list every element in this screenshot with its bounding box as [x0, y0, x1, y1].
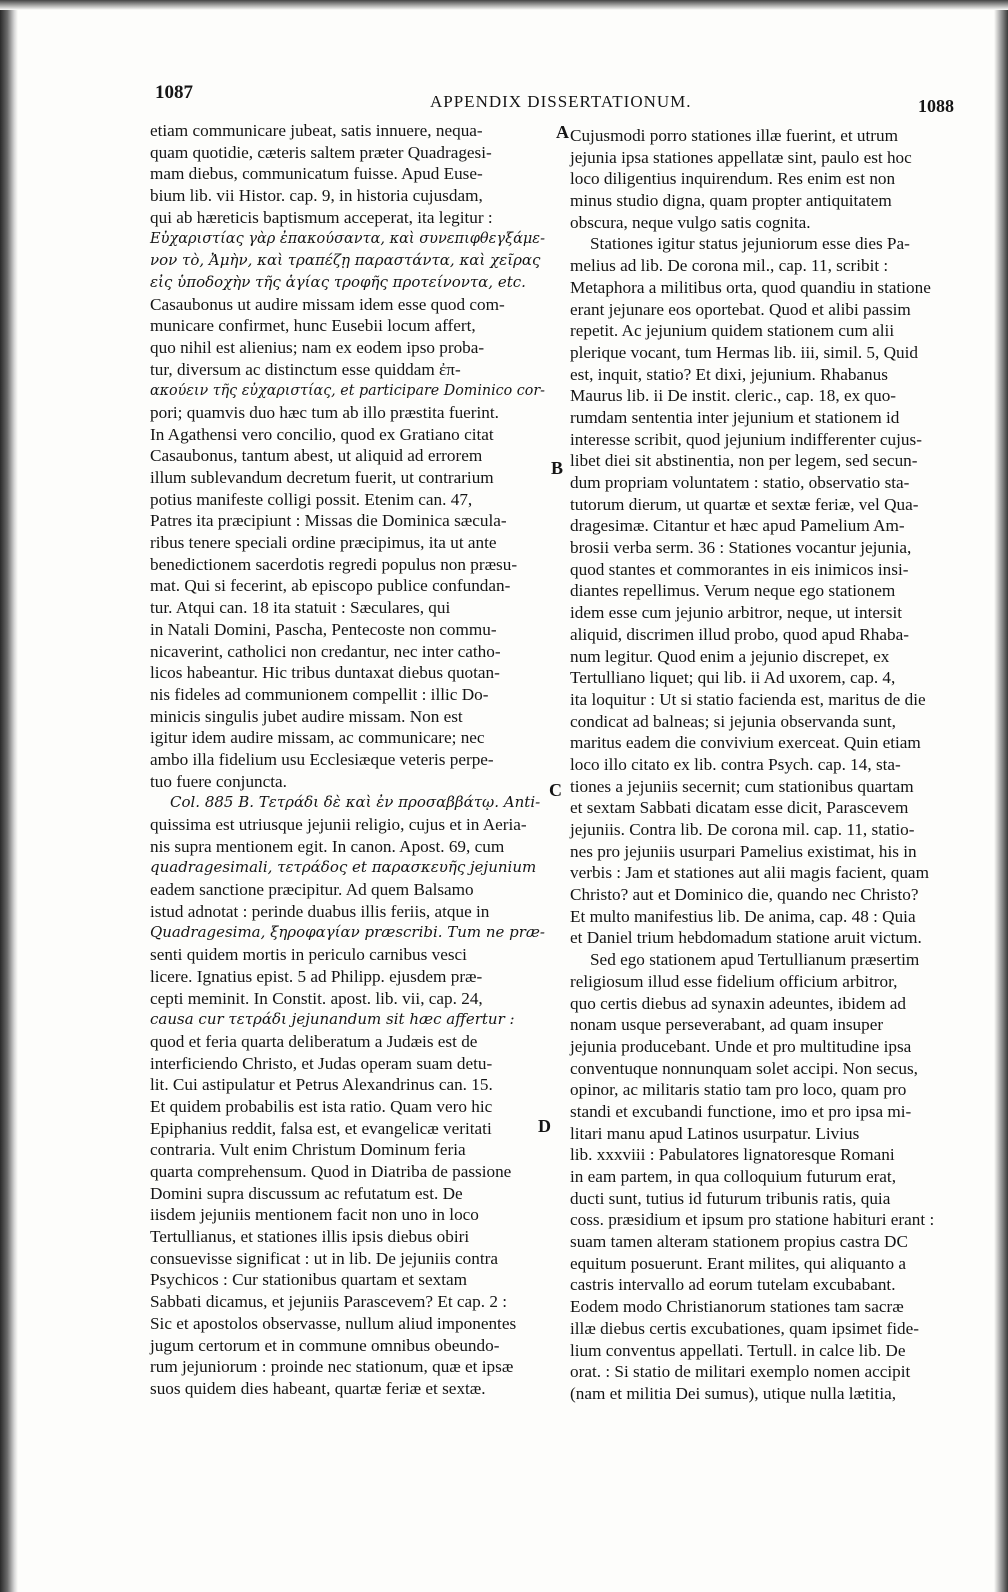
text-line: nicaverint, catholici non credantur, nec inter catho-: [150, 641, 501, 661]
text-line: benedictionem sacerdotis regredi populus non præsu-: [150, 554, 518, 574]
margin-letter-c: C: [549, 780, 562, 800]
text-line: illum sublevandum decretum fuerit, ut contrarium: [150, 468, 494, 487]
text-line: illæ diebus certis excubationes, quam ipsimet fide-: [570, 1318, 919, 1338]
text-line: tiones a jejuniis secernit; cum stationibus quartam: [570, 776, 914, 796]
text-line: interesse scribit, quod jejunium indifferenter cujus-: [570, 429, 922, 449]
text-line: conventuque nonnunquam solet accipi. Non secus,: [570, 1058, 918, 1078]
margin-letter-a: A: [556, 122, 569, 142]
text-line: tur. Atqui can. 18 ita statuit : Sæculares, qui: [150, 598, 451, 618]
text-line: nis supra mentionem egit. In canon. Apost. 69, cum: [150, 836, 505, 856]
margin-letter-b: B: [551, 458, 564, 478]
text-line: licos habeantur. Hic tribus duntaxat diebus quotan-: [150, 663, 500, 683]
text-line: bium lib. vii Histor. cap. 9, in historia cujusdam,: [150, 186, 483, 206]
text-line: plerique vocant, tum Hermas lib. iii, simil. 5, Quid: [570, 342, 918, 362]
text-line: iisdem jejuniis mentionem facit non uno in loco: [150, 1205, 479, 1225]
text-line: In Agathensi vero concilio, quod ex Gratiano citat: [150, 424, 494, 444]
text-line: Epiphanius reddit, falsa est, et evangelicæ veritati: [150, 1118, 492, 1138]
text-line: lit. Cui astipulatur et Petrus Alexandrinus can. 15.: [150, 1075, 493, 1095]
text-line: ακούειν τῆς εὐχαριστίας, et participare Dominico cor-: [150, 381, 546, 400]
text-line: Psychicos : Cur stationibus quartam et sextam: [150, 1270, 467, 1290]
text-line: ribus tenere speciali ordine præcipimus, ita ut ante: [150, 533, 497, 553]
text-line: lib. xxxviii : Pabulatores lignatoresque Romani: [570, 1145, 895, 1165]
text-line: ita loquitur : Ut si statio facienda est, maritus de die: [570, 689, 926, 709]
text-line: suos quidem dies habeant, quartæ feriæ et sextæ.: [150, 1378, 486, 1398]
text-line: verbis : Jam et stationes aut alii magis facient, quam: [570, 863, 929, 883]
text-line: contraria. Vult enim Christum Dominum feria: [150, 1140, 466, 1160]
text-line: Patres ita præcipiunt : Missas die Dominica sæcula-: [150, 511, 507, 531]
text-line: Casaubonus, tantum abest, ut aliquid ad errorem: [150, 446, 483, 466]
text-line: Casaubonus ut audire missam idem esse quod com-: [150, 294, 505, 314]
text-line: Eodem modo Christianorum stationes tam sacræ: [570, 1297, 904, 1317]
text-line: nes pro jejuniis usurpari Pamelius existimat, his in: [570, 841, 917, 861]
text-line: Tertullianus, et stationes illis ipsis diebus obiri: [150, 1227, 470, 1247]
text-line: etiam communicare jubeat, satis innuere, nequa-: [150, 121, 483, 140]
text-line: equitum posuerunt. Erant milites, qui aliquanto a: [570, 1253, 907, 1273]
text-line: Christo? aut et Dominico die, quando nec Christo?: [570, 885, 919, 905]
page-number-left: 1087: [155, 82, 193, 103]
running-title: APPENDIX DISSERTATIONUM.: [430, 92, 692, 111]
page-edge-shadow-right: [994, 0, 1008, 1592]
text-line: maritus eadem die convivium exerceat. Quin etiam: [570, 733, 921, 753]
text-line: loco diligentius inquirendum. Res enim est non: [570, 169, 896, 189]
text-line: minicis singulis jubet audire missam. Non est: [150, 706, 463, 726]
text-line: potius manifeste colligi possit. Etenim can. 47,: [150, 489, 473, 509]
text-line: quissima est utriusque jejunii religio, cujus et in Aeria-: [150, 815, 527, 834]
text-line: Domini supra discussum ac refutatum est. De: [150, 1183, 463, 1203]
text-line: qui ab hæreticis baptismum acceperat, ita legitur :: [150, 207, 493, 227]
text-line: jejunia producebant. Unde et pro multitudine ipsa: [570, 1036, 912, 1056]
text-line: (nam et militia Dei sumus), utique nulla lætitia,: [570, 1383, 897, 1403]
text-line: litari manu apud Latinos usurpatur. Livius: [570, 1123, 860, 1143]
page-number-right: 1088: [918, 96, 954, 116]
text-line: Cujusmodi porro stationes illæ fuerint, et utrum: [570, 126, 898, 145]
text-line: consuevisse significat : ut in lib. De jejuniis contra: [150, 1248, 498, 1268]
text-line: cepti meminit. In Constit. apost. lib. vii, cap. 24,: [150, 988, 483, 1008]
text-line: igitur idem audire missam, ac communicare; nec: [150, 728, 485, 748]
text-line: idem esse cum jejunio arbitror, neque, ut intersit: [570, 603, 902, 623]
text-line: Et quidem probabilis est ista ratio. Quam vero hic: [150, 1096, 493, 1116]
text-line: diantes repellimus. Verum neque ego stationem: [570, 581, 896, 601]
text-line: loco illo citato ex lib. contra Psych. cap. 14, sta-: [570, 754, 901, 774]
text-line: quadragesimali, τετράδος et παρασκευῆς jejunium: [150, 858, 537, 877]
text-line: Maurus lib. ii De instit. cleric., cap. 18, ex quo-: [570, 386, 897, 406]
text-line: opinor, ac militaris statio tam pro loco, quam pro: [570, 1080, 907, 1100]
text-line: obscura, neque vulgo satis cognita.: [570, 212, 811, 232]
left-text-column: [150, 120, 545, 1400]
page-edge-shadow-top: [0, 0, 1008, 10]
text-line: suam tamen alteram stationem propius castra DC: [570, 1232, 908, 1252]
text-line: religiosum illud esse fidelium officium arbitror,: [570, 971, 898, 991]
text-line: in Natali Domini, Pascha, Pentecoste non commu-: [150, 619, 497, 639]
text-line: jejuniis. Contra lib. De corona mil. cap. 11, statio-: [570, 820, 915, 839]
text-line: Sed ego stationem apud Tertullianum præsertim: [590, 950, 920, 970]
text-line: tutorum dierum, ut quartæ et sextæ feriæ, vel Qua-: [570, 494, 919, 514]
text-line: jejunia ipsa stationes appellatæ sint, paulo est hoc: [570, 147, 912, 167]
text-line: rumdam sententia inter jejunium et stationem id: [570, 407, 900, 427]
text-line: interficiendo Christo, et Judas operam suam detu-: [150, 1053, 493, 1073]
text-line: dragesimæ. Citantur et hæc apud Pamelium Am-: [570, 516, 905, 536]
text-line: in eam partem, in qua colloquium futurum erat,: [570, 1167, 896, 1186]
text-line: municare confirmet, hunc Eusebii locum affert,: [150, 316, 476, 336]
text-line: istud adnotat : perinde duabus illis feriis, atque in: [150, 901, 490, 921]
text-line: minus studio digna, quam propter antiquitatem: [570, 191, 892, 211]
text-line: eadem sanctione præcipitur. Ad quem Balsamo: [150, 880, 474, 900]
margin-letter-d: D: [538, 1116, 551, 1136]
text-line: pori; quamvis duo hæc tum ab illo præstita fuerint.: [150, 402, 499, 422]
text-line: tuo fuere conjuncta.: [150, 771, 287, 791]
text-line: coss. præsidium et ipsum pro statione habituri erant :: [570, 1210, 935, 1230]
text-line: quarta comprehensum. Quod in Diatriba de passione: [150, 1162, 512, 1181]
text-line: aliquid, discrimen illud probo, quod apud Rhaba-: [570, 624, 909, 644]
text-line: erant jejunare eos oportebat. Quod et alibi passim: [570, 299, 911, 319]
text-line: Εὐχαριστίας γὰρ ἐπακούσαντα, καὶ συνεπιφθεγξάμε-: [150, 229, 545, 248]
text-line: melius ad lib. De corona mil., cap. 11, scribit :: [570, 256, 889, 276]
text-line: Sic et apostolos observasse, nullum aliud imponentes: [150, 1313, 517, 1333]
text-line: num legitur. Quod enim a jejunio discrepet, ex: [570, 646, 890, 666]
text-line: quod stantes et commorantes in eis inimicos insi-: [570, 559, 909, 579]
text-line: quo nihil est alienius; nam ex eodem ipso proba-: [150, 337, 485, 357]
text-line: quam quotidie, cæteris saltem præter Quadragesi-: [150, 142, 492, 162]
text-line: orat. : Si statio de militari exemplo nomen accipit: [570, 1362, 911, 1382]
text-line: Metaphora a militibus orta, quod quandiu in statione: [570, 277, 931, 297]
text-line: jugum certorum et in commune omnibus obeundo-: [150, 1335, 500, 1355]
text-line: et sextam Sabbati dicatam esse dicit, Parascevem: [570, 798, 909, 818]
text-line: Sabbati dicamus, et jejuniis Parascevem? Et cap. 2 :: [150, 1292, 508, 1312]
text-line: senti quidem mortis in periculo carnibus vesci: [150, 945, 467, 965]
text-line: quo certis diebus ad synaxin adeuntes, ibidem ad: [570, 993, 907, 1013]
text-line: repetit. Ac jejunium quidem stationem cum alii: [570, 321, 895, 341]
text-line: quod et feria quarta deliberatum a Judæis est de: [150, 1031, 478, 1051]
text-line: nis fideles ad communionem compellit : illic Do-: [150, 684, 489, 704]
text-line: standi et excubandi functione, imo et pro ipsa mi-: [570, 1101, 912, 1121]
text-line: libet diei sit abstinentia, non per legem, sed secun-: [570, 451, 918, 471]
text-line: Tertulliano liquet; qui lib. ii Ad uxorem, cap. 4,: [570, 668, 896, 688]
right-text-column: [570, 125, 968, 1405]
text-line: εἰς ὑποδοχὴν τῆς ἁγίας τροφῆς προτείνοντα, etc.: [150, 272, 526, 291]
text-line: tur, diversum ac distinctum esse quiddam ἐπ-: [150, 359, 461, 379]
text-line: Quadragesima, ξηροφαγίαν præscribi. Tum ne præ-: [150, 923, 545, 942]
text-line: brosii verba serm. 36 : Stationes vocantur jejunia,: [570, 538, 912, 558]
text-line: licere. Ignatius epist. 5 ad Philipp. ejusdem præ-: [150, 966, 483, 986]
text-line: mam diebus, communicatum fuisse. Apud Euse-: [150, 164, 483, 184]
text-line: est, inquit, statio? Et dixi, jejunium. Rhabanus: [570, 364, 888, 384]
text-line: dum propriam voluntatem : statio, observatio sta-: [570, 473, 910, 492]
page-edge-shadow-left: [0, 0, 18, 1592]
text-line: Stationes igitur status jejuniorum esse dies Pa-: [590, 234, 910, 254]
text-line: rum jejuniorum : proinde nec stationum, quæ et ipsæ: [150, 1357, 514, 1377]
text-line: causa cur τετράδι jejunandum sit hæc affertur :: [150, 1010, 515, 1029]
text-line: lium conventus appellati. Tertull. in calce lib. De: [570, 1340, 906, 1360]
text-line: ambo illa fidelium usu Ecclesiæque veteris perpe-: [150, 749, 494, 769]
text-line: mat. Qui si fecerint, ab episcopo publice confundan-: [150, 576, 511, 596]
text-line: nonam usque perseverabant, ad quam insuper: [570, 1015, 884, 1035]
text-line: νον τὸ, Ἀμὴν, καὶ τραπέζῃ παραστάντα, καὶ χεῖρας: [150, 251, 541, 270]
text-line: ducti sunt, tutius id futurum tribunis ratis, quia: [570, 1188, 891, 1208]
text-line: condicat ad balneas; si jejunia observanda sunt,: [570, 711, 896, 731]
text-line: castris intervallo ad eorum tutelam excubabant.: [570, 1275, 896, 1295]
text-line: Et multo manifestius lib. De anima, cap. 48 : Quia: [570, 906, 916, 926]
text-line: et Daniel trium hebdomadum statione aruit victum.: [570, 928, 922, 948]
text-line: Col. 885 B. Τετράδι δὲ καὶ ἐν προσαββάτῳ. Anti-: [170, 793, 541, 812]
